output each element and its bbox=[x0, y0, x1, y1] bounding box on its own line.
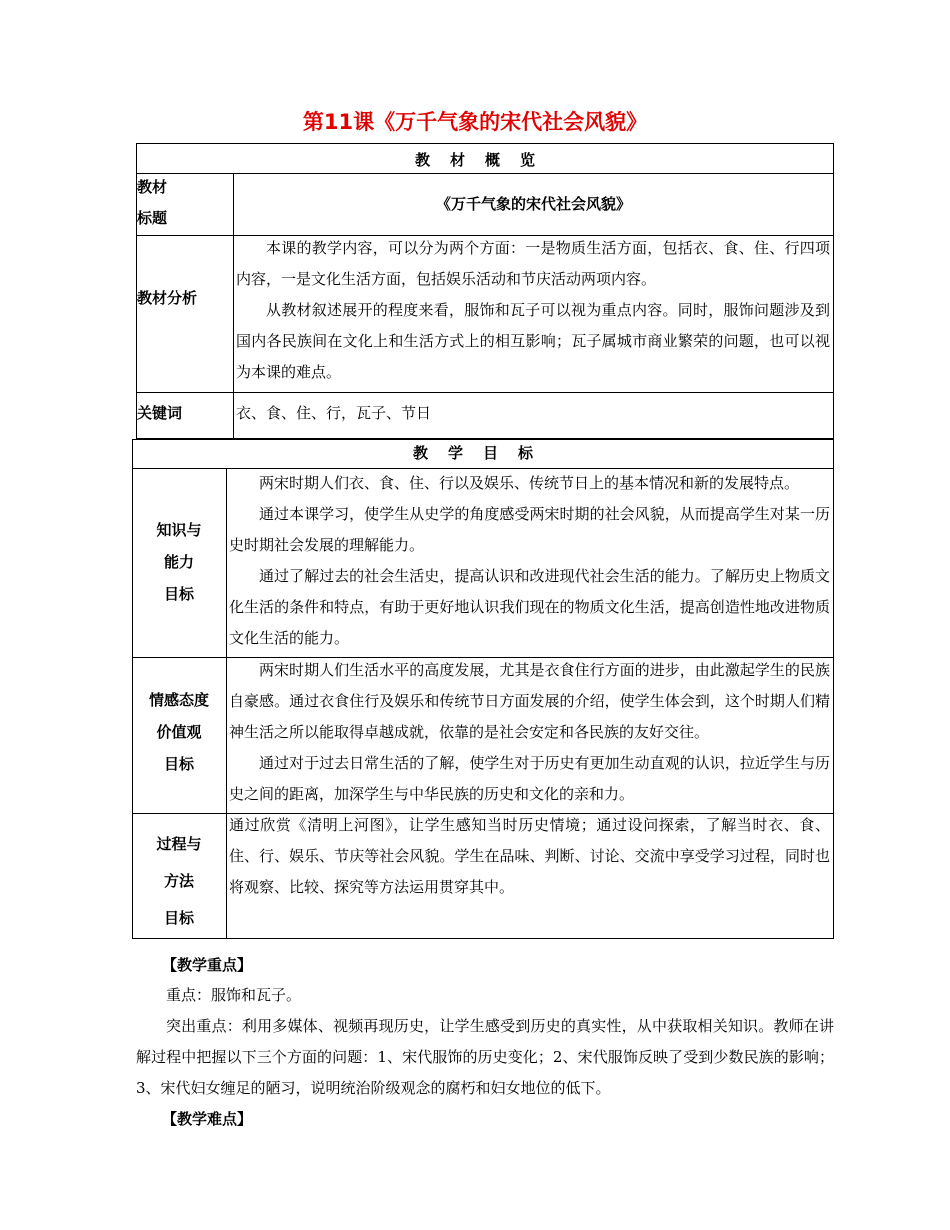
title-value: 《万千气象的宋代社会风貌》 bbox=[435, 195, 631, 213]
keywords-label: 关键词 bbox=[137, 404, 183, 422]
process-text bbox=[229, 810, 830, 903]
emotion-paragraph-1: 两宋时期人们生活水平的高度发展，尤其是衣食住行方面的进步，由此激起学生的民族自豪感。通过衣食住行及娱乐和传统节日方面发展的介绍，使学生体会到，这个时期人们精神生活之所以能取得卓越成就，依靠的是社会安定和各民族的友好交往。 bbox=[229, 661, 830, 741]
emotion-label-line2: 价值观 bbox=[156, 723, 202, 741]
process-paragraph-1: 通过欣赏《清明上河图》，让学生感知当时历史情境；通过设问探索，了解当时衣、食、住、行、娱乐、节庆等社会风貌。学生在品味、判断、讨论、交流中享受学习过程，同时也将观察、比较、探究等方法运用贯穿其中。 bbox=[229, 816, 830, 896]
knowledge-label-line1: 知识与 bbox=[156, 521, 202, 539]
analysis-paragraph-2: 从教材叙述展开的程度来看，服饰和瓦子可以视为重点内容。同时，服饰问题涉及到国内各民族间在文化上和生活方式上的相互影响；瓦子属城市商业繁荣的问题，也可以视为本课的难点。 bbox=[236, 301, 830, 381]
title-label-line1: 教材 bbox=[137, 178, 168, 196]
title-label-line2: 标题 bbox=[137, 209, 168, 227]
emotion-label bbox=[132, 684, 226, 780]
difficulty-heading: 【教学难点】 bbox=[162, 1110, 253, 1128]
focus-paragraph-1: 重点：服饰和瓦子。 bbox=[166, 986, 302, 1004]
knowledge-label-line2: 能力 bbox=[163, 553, 194, 571]
emotion-text bbox=[229, 655, 830, 810]
knowledge-paragraph-1: 两宋时期人们衣、食、住、行以及娱乐、传统节日上的基本情况和新的发展特点。 bbox=[259, 474, 800, 492]
knowledge-paragraph-3: 通过了解过去的社会生活史，提高认识和改进现代社会生活的能力。了解历史上物质文化生活的条件和特点，有助于更好地认识我们现在的物质文化生活，提高创造性地改进物质文化生活的能力。 bbox=[229, 567, 830, 647]
analysis-text bbox=[236, 233, 830, 388]
keywords-value: 衣、食、住、行，瓦子、节日 bbox=[236, 404, 432, 422]
document-title: 第11课《万千气象的宋代社会风貌》 bbox=[302, 110, 648, 134]
process-label bbox=[132, 826, 226, 937]
focus-text bbox=[136, 980, 834, 1104]
emotion-label-line1: 情感态度 bbox=[148, 691, 209, 709]
focus-paragraph-2: 突出重点：利用多媒体、视频再现历史，让学生感受到历史的真实性，从中获取相关知识。教师在讲解过程中把握以下三个方面的问题：1、宋代服饰的历史变化；2、宋代服饰反映了受到少数民族的影响；3、宋代妇女缠足的陋习，说明统治阶级观念的腐朽和妇女地位的低下。 bbox=[136, 1017, 834, 1097]
knowledge-label bbox=[132, 514, 226, 610]
process-label-line2: 方法 bbox=[163, 872, 194, 890]
process-label-line1: 过程与 bbox=[156, 835, 202, 853]
knowledge-label-line3: 目标 bbox=[163, 585, 194, 603]
emotion-paragraph-2: 通过对于过去日常生活的了解，使学生对于历史有更加生动直观的认识，拉近学生与历史之间的距离，加深学生与中华民族的历史和文化的亲和力。 bbox=[229, 754, 830, 803]
emotion-label-line3: 目标 bbox=[163, 755, 194, 773]
knowledge-text bbox=[229, 468, 830, 654]
analysis-paragraph-1: 本课的教学内容，可以分为两个方面：一是物质生活方面，包括衣、食、住、行四项内容，一是文化生活方面，包括娱乐活动和节庆活动两项内容。 bbox=[236, 239, 830, 288]
objectives-column-divider bbox=[226, 468, 227, 939]
focus-heading: 【教学重点】 bbox=[162, 956, 253, 974]
objectives-header: 教学目标 bbox=[412, 444, 553, 462]
analysis-label: 教材分析 bbox=[137, 289, 198, 307]
overview-header: 教材概览 bbox=[414, 151, 555, 169]
knowledge-paragraph-2: 通过本课学习，使学生从史学的角度感受两宋时期的社会风貌，从而提高学生对某一历史时期社会发展的理解能力。 bbox=[229, 505, 830, 554]
overview-row-border-2 bbox=[136, 392, 834, 393]
process-label-line3: 目标 bbox=[163, 909, 194, 927]
